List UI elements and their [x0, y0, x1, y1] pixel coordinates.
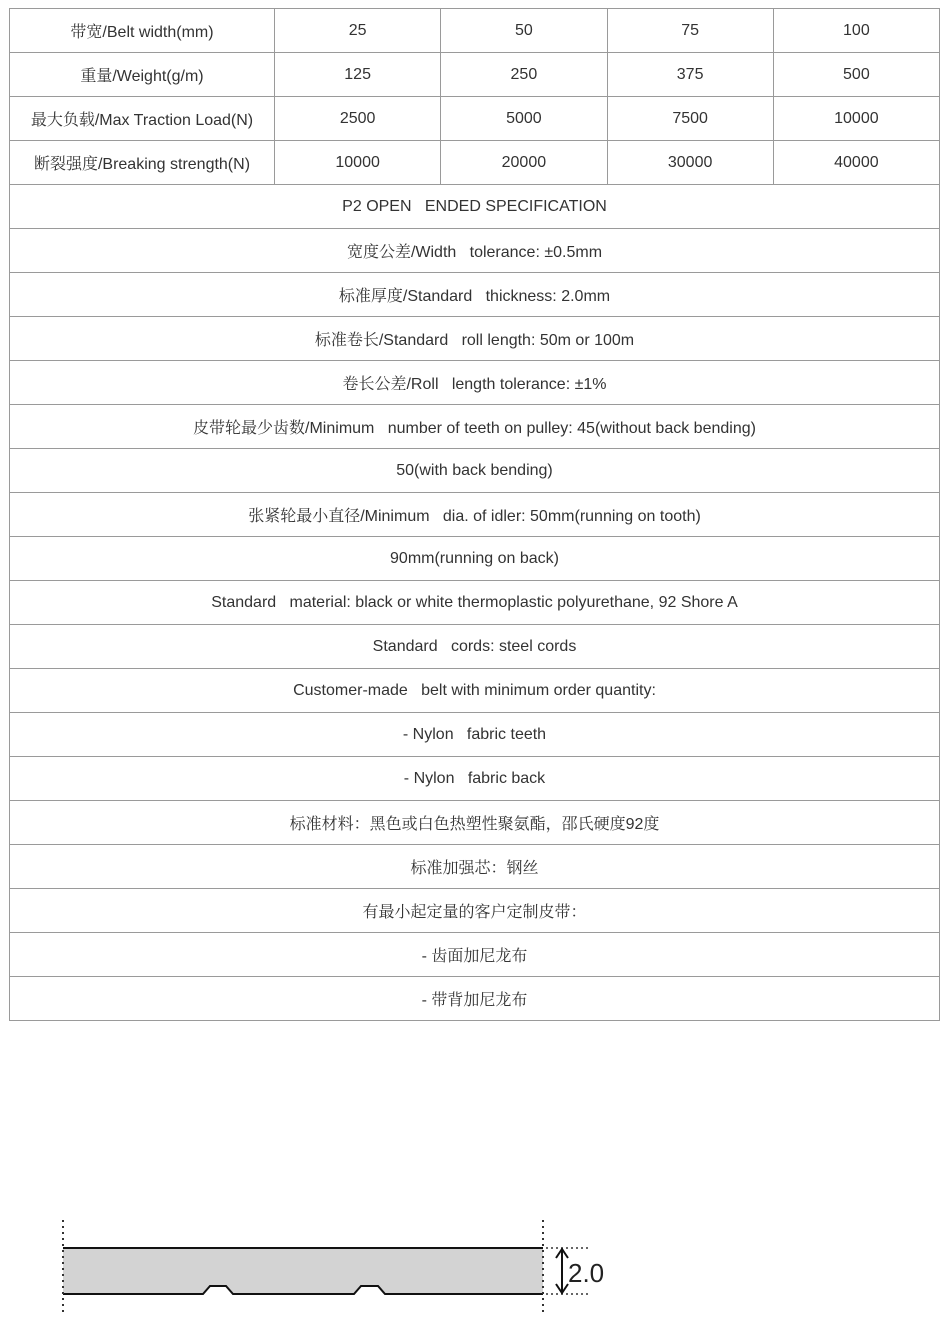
spec-line: - 齿面加尼龙布 — [10, 933, 940, 977]
table-cell: 2500 — [275, 97, 441, 141]
belt-profile-diagram — [50, 1212, 630, 1316]
spec-line: 50(with back bending) — [10, 449, 940, 493]
row-label: 重量/Weight(g/m) — [10, 53, 275, 97]
spec-row — [10, 361, 940, 405]
spec-row — [10, 933, 940, 977]
table-cell: 100 — [773, 9, 939, 53]
thickness-label: 2.0 — [568, 1258, 605, 1288]
table-cell: 25 — [275, 9, 441, 53]
table-cell: 75 — [607, 9, 773, 53]
spec-row — [10, 801, 940, 845]
spec-row — [10, 405, 940, 449]
spec-row — [10, 845, 940, 889]
spec-line: Standard material: black or white thermoplastic polyurethane, 92 Shore A — [10, 581, 940, 625]
spec-heading: P2 OPEN ENDED SPECIFICATION — [10, 185, 940, 229]
spec-line: 有最小起定量的客户定制皮带： — [10, 889, 940, 933]
table-cell: 7500 — [607, 97, 773, 141]
spec-line: 标准加强芯：钢丝 — [10, 845, 940, 889]
spec-line: 标准卷长/Standard roll length: 50m or 100m — [10, 317, 940, 361]
spec-row — [10, 537, 940, 581]
table-row — [10, 97, 940, 141]
spec-row — [10, 273, 940, 317]
spec-row — [10, 757, 940, 801]
table-cell: 10000 — [275, 141, 441, 185]
spec-line: Customer-made belt with minimum order quantity: — [10, 669, 940, 713]
spec-row — [10, 713, 940, 757]
spec-line: 90mm(running on back) — [10, 537, 940, 581]
table-cell: 375 — [607, 53, 773, 97]
spec-row — [10, 581, 940, 625]
table-cell: 250 — [441, 53, 607, 97]
spec-line: 宽度公差/Width tolerance: ±0.5mm — [10, 229, 940, 273]
spec-row — [10, 317, 940, 361]
spec-row — [10, 625, 940, 669]
table-row — [10, 9, 940, 53]
spec-heading-row — [10, 185, 940, 229]
belt-spec-table — [9, 8, 940, 1021]
spec-line: - Nylon fabric back — [10, 757, 940, 801]
spec-line: Standard cords: steel cords — [10, 625, 940, 669]
table-cell: 5000 — [441, 97, 607, 141]
table-cell: 10000 — [773, 97, 939, 141]
spec-row — [10, 493, 940, 537]
table-cell: 500 — [773, 53, 939, 97]
table-cell: 30000 — [607, 141, 773, 185]
spec-row — [10, 229, 940, 273]
row-label: 断裂强度/Breaking strength(N) — [10, 141, 275, 185]
spec-line: - 带背加尼龙布 — [10, 977, 940, 1021]
spec-line: 标准材料：黑色或白色热塑性聚氨酯，邵氏硬度92度 — [10, 801, 940, 845]
spec-row — [10, 669, 940, 713]
table-cell: 40000 — [773, 141, 939, 185]
spec-row — [10, 977, 940, 1021]
table-cell: 50 — [441, 9, 607, 53]
table-row — [10, 53, 940, 97]
belt-cross-section — [63, 1248, 543, 1294]
spec-line: - Nylon fabric teeth — [10, 713, 940, 757]
table-row — [10, 141, 940, 185]
spec-row — [10, 889, 940, 933]
table-cell: 125 — [275, 53, 441, 97]
spec-line: 皮带轮最少齿数/Minimum number of teeth on pulley: 45(without back bending) — [10, 405, 940, 449]
row-label: 最大负载/Max Traction Load(N) — [10, 97, 275, 141]
spec-row — [10, 449, 940, 493]
spec-line: 卷长公差/Roll length tolerance: ±1% — [10, 361, 940, 405]
row-label: 带宽/Belt width(mm) — [10, 9, 275, 53]
spec-line: 张紧轮最小直径/Minimum dia. of idler: 50mm(running on tooth) — [10, 493, 940, 537]
table-cell: 20000 — [441, 141, 607, 185]
spec-line: 标准厚度/Standard thickness: 2.0mm — [10, 273, 940, 317]
